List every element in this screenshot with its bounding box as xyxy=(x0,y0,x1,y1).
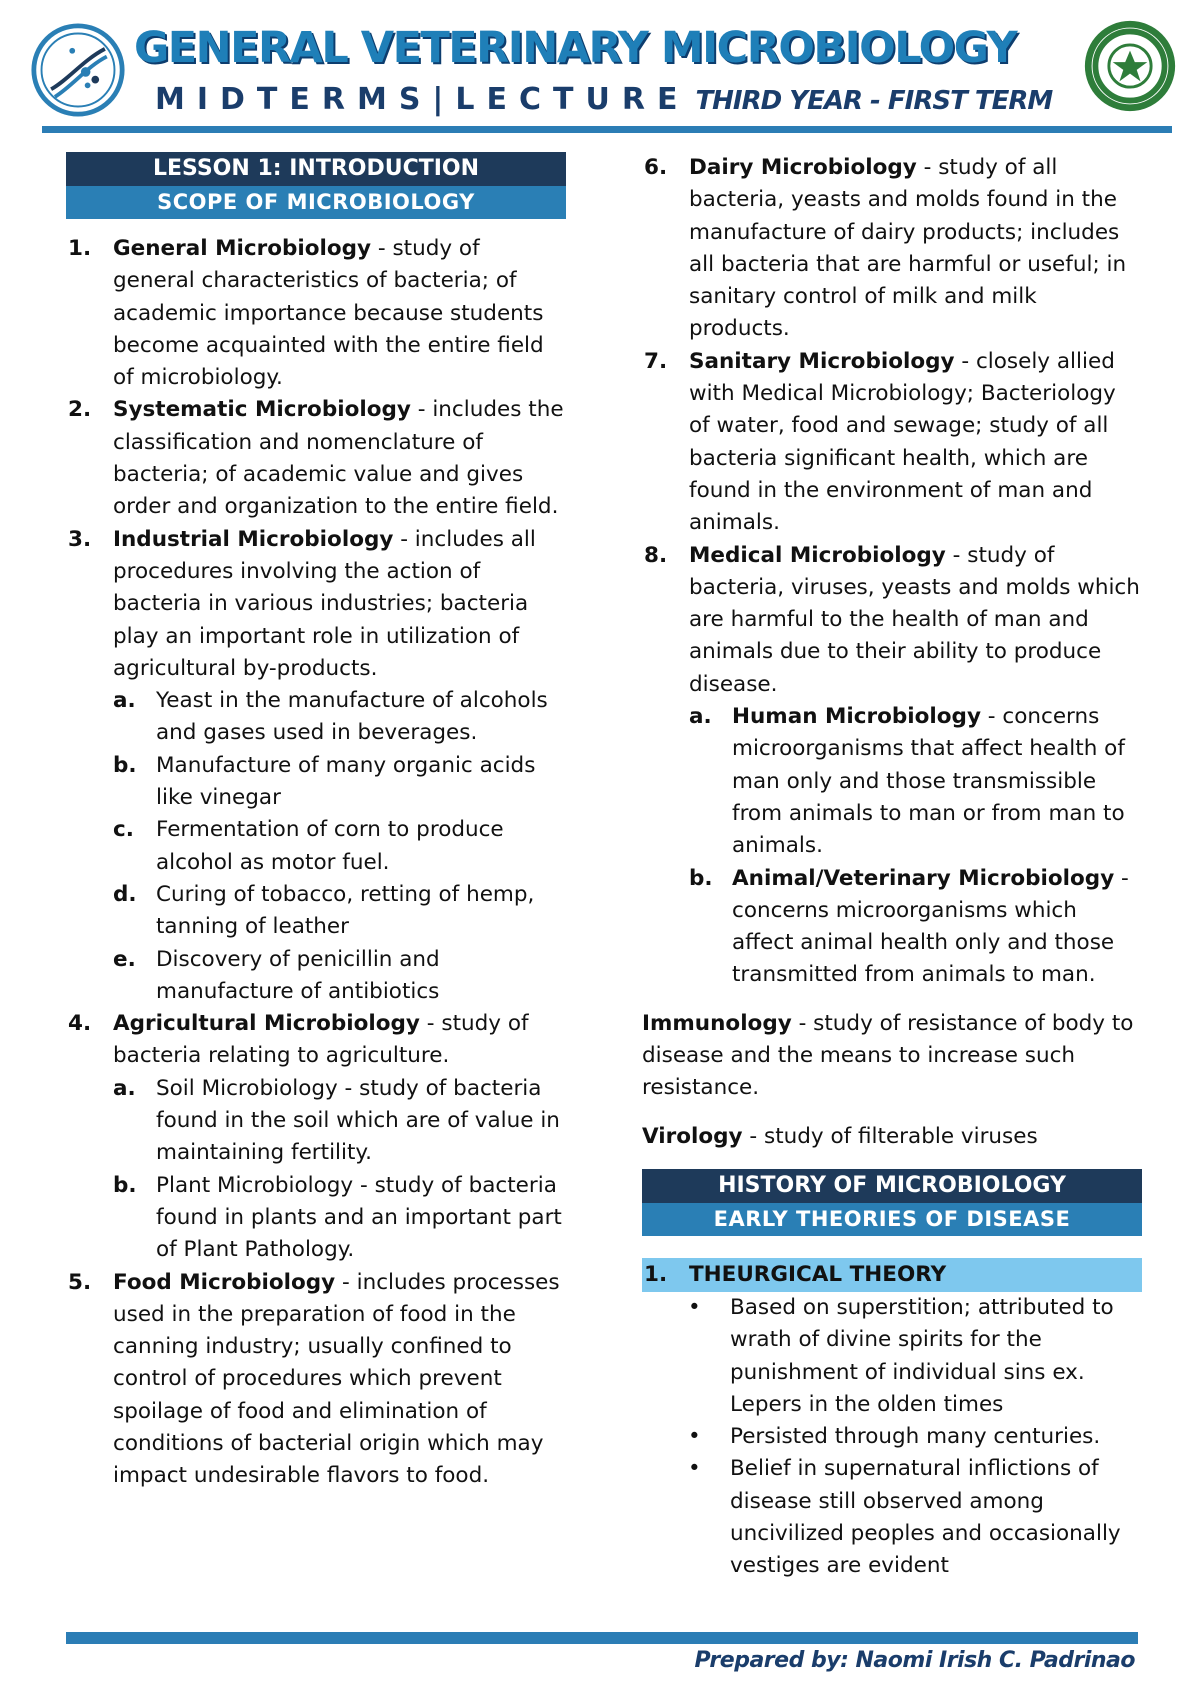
term-label: THIRD YEAR - FIRST TERM xyxy=(695,86,1053,116)
sub-list xyxy=(113,685,566,1008)
university-seal-icon xyxy=(1082,18,1178,114)
header-rule xyxy=(42,126,1172,133)
list-item: 3. Industrial Microbiology - includes all procedures involving the action of bacteria in various industries; bacteria play an important role in utilization of agricultural by-products. a. Yeast in the manufacture of alcohols and gases used in beverages. b. Manufacture of many organic acids like vinegar c. Fermentation of corn to produce alcohol as motor fuel. d. Curing of tobacco, retting of hemp, tanning of leather e. Discovery of penicillin and manufacture of antibiotics xyxy=(66,524,566,1008)
list-item: 2. Systematic Microbiology - includes the classification and nomenclature of bacteria; of academic value and gives order and organization to the entire field. xyxy=(68,397,564,520)
document-title: GENERAL VETERINARY MICROBIOLOGY xyxy=(134,23,1017,73)
immunology-paragraph: Immunology - study of resistance of body to disease and the means to increase such resistance. xyxy=(642,1010,1134,1101)
list-item: 4. Agricultural Microbiology - study of bacteria relating to agriculture. a. Soil Microbiology - study of bacteria found in the soil which are of value in maintaining fertility. b. Plant Microbiology - study of bacteria found in plants and an important part of Plant Pathology. xyxy=(66,1008,566,1266)
list-item: 5. Food Microbiology - includes processes used in the preparation of food in the canning industry; usually confined to control of procedures which prevent spoilage of food and elimination of conditions of bacterial origin which may impact undesirable flavors to food. xyxy=(68,1269,560,1489)
sub-item: c. Fermentation of corn to produce alcohol as motor fuel. xyxy=(113,817,504,875)
sub-item: b. Manufacture of many organic acids like vinegar xyxy=(113,752,536,811)
sub-item: a. Yeast in the manufacture of alcohols and gases used in beverages. xyxy=(113,688,548,746)
scope-list-continued xyxy=(642,152,1142,992)
lesson-subtitle: SCOPE OF MICROBIOLOGY xyxy=(66,186,566,219)
sub-item: a. Human Microbiology - concerns microorganisms that affect health of man only and those transmissible from animals to man or from man to animals. xyxy=(689,704,1125,859)
scope-list xyxy=(66,233,566,1493)
bullet-item: • Based on superstition; attributed to wrath of divine spirits for the punishment of individual sins ex. Lepers in the olden times xyxy=(688,1294,1114,1417)
list-item: 8. Medical Microbiology - study of bacteria, viruses, yeasts and molds which are harmful to the health of man and animals due to their ability to produce disease. a. Human Microbiology - concerns microorganisms that affect health of man only and those transmissible from animals to man or from man to animals. b. Animal/Veterinary Microbiology - concerns microorganisms which affect animal health only and those transmitted from animals to man. xyxy=(642,540,1142,992)
right-column xyxy=(642,152,1142,1583)
subtitle: MIDTERMS|LECTURE xyxy=(155,82,690,117)
sub-item: a. Soil Microbiology - study of bacteria found in the soil which are of value in maintaining fertility. xyxy=(113,1075,560,1166)
history-title: HISTORY OF MICROBIOLOGY xyxy=(642,1169,1142,1203)
sub-list xyxy=(689,701,1142,992)
list-item: 1. General Microbiology - study of general characteristics of bacteria; of academic importance because students become acquainted with the entire field of microbiology. xyxy=(68,236,544,391)
sub-list xyxy=(113,1073,566,1267)
sub-item: e. Discovery of penicillin and manufacture of antibiotics xyxy=(113,946,440,1004)
list-item: 7. Sanitary Microbiology - closely allied with Medical Microbiology; Bacteriology of water, food and sewage; study of all bacteria significant health, which are found in the environment of man and animals. xyxy=(644,348,1116,536)
sub-item: b. Animal/Veterinary Microbiology - concerns microorganisms which affect animal health only and those transmitted from animals to man. xyxy=(689,865,1129,988)
dna-molecule-icon xyxy=(30,22,126,118)
sub-item: b. Plant Microbiology - study of bacteria found in plants and an important part of Plant Pathology. xyxy=(113,1172,562,1263)
subtitle-row xyxy=(155,80,1052,120)
list-item: 6. Dairy Microbiology - study of all bacteria, yeasts and molds found in the manufacture of dairy products; includes all bacteria that are harmful or useful; in sanitary control of milk and milk products. xyxy=(644,155,1127,342)
sub-item: d. Curing of tobacco, retting of hemp, tanning of leather xyxy=(113,881,535,940)
footer-rule xyxy=(66,1632,1138,1644)
bullet-item: • Belief in supernatural inflictions of disease still observed among uncivilized peoples and occasionally vestiges are evident xyxy=(688,1456,1121,1579)
theory-heading: 1. THEURGICAL THEORY xyxy=(642,1258,1142,1292)
virology-paragraph: Virology - study of filterable viruses xyxy=(642,1123,1038,1149)
lesson-banner xyxy=(66,152,566,219)
history-subtitle: EARLY THEORIES OF DISEASE xyxy=(642,1203,1142,1236)
theory-bullets xyxy=(642,1292,1142,1583)
prepared-by: Prepared by: Naomi Irish C. Padrinao xyxy=(694,1648,1135,1673)
history-banner xyxy=(642,1169,1142,1236)
page-header xyxy=(0,0,1200,135)
lesson-title: LESSON 1: INTRODUCTION xyxy=(66,152,566,186)
left-column xyxy=(66,152,566,1493)
bullet-item: • Persisted through many centuries. xyxy=(688,1424,1101,1450)
